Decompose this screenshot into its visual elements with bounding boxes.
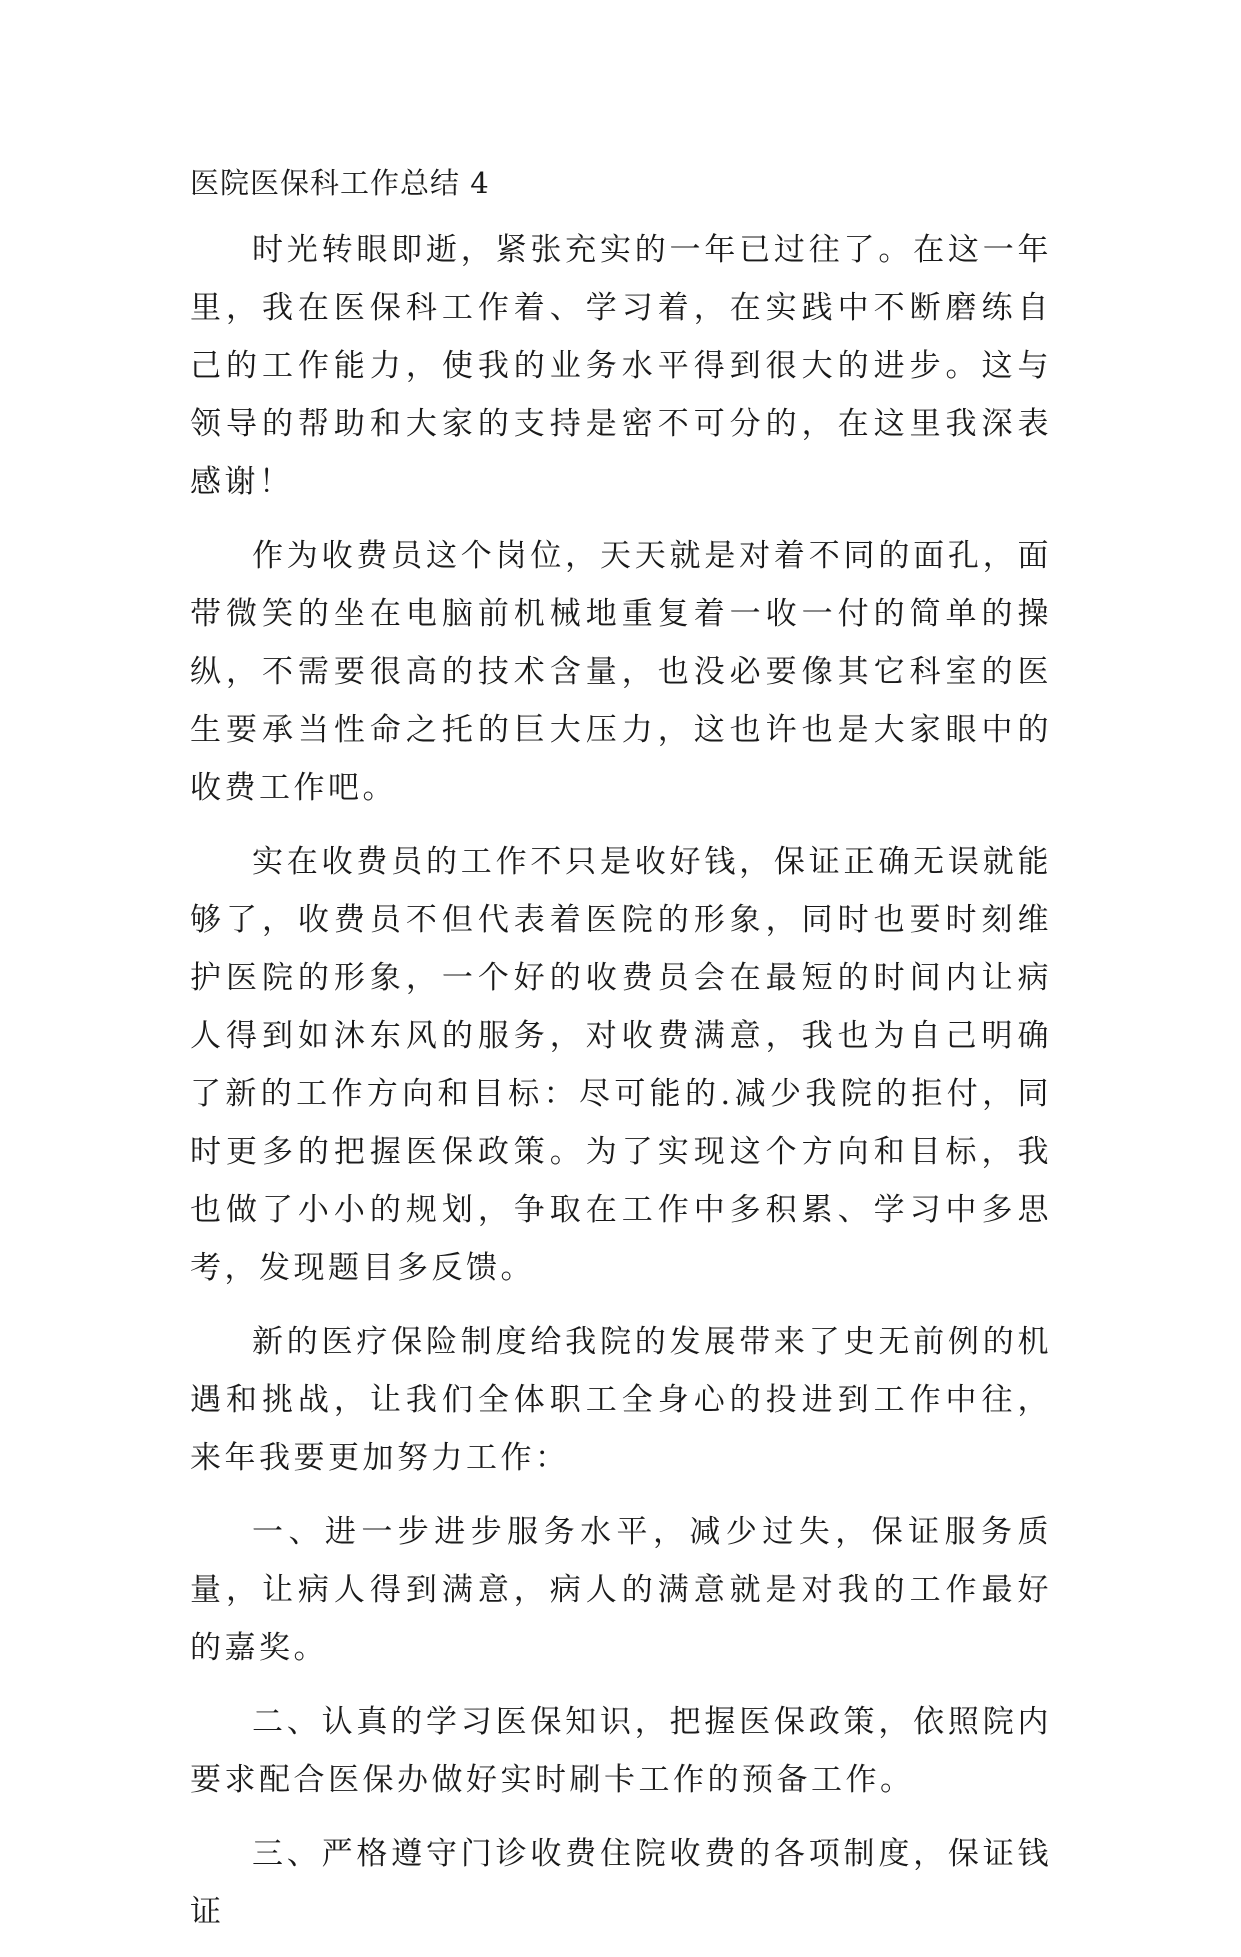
paragraph-new-system: 新的医疗保险制度给我院的发展带来了史无前例的机遇和挑战，让我们全体职工全身心的投进到工作中往，来年我要更加努力工作：	[190, 1324, 1052, 1476]
paragraph-item-2: 二、认真的学习医保知识，把握医保政策，依照院内要求配合医保办做好实时刷卡工作的预备工作。	[190, 1704, 1052, 1798]
paragraph-cashier-goals: 实在收费员的工作不只是收好钱，保证正确无误就能够了，收费员不但代表着医院的形象，同时也要时刻维护医院的形象，一个好的收费员会在最短的时间内让病人得到如沐东风的服务，对收费满意，我也为自己明确了新的工作方向和目标：尽可能的.减少我院的拒付，同时更多的把握医保政策。为了实现这个方向和目标，我也做了小小的规划，争取在工作中多积累、学习中多思考，发现题目多反馈。	[190, 844, 1052, 1286]
document-title: 医院医保科工作总结 4	[190, 166, 490, 200]
paragraph-item-1: 一、进一步进步服务水平，减少过失，保证服务质量，让病人得到满意，病人的满意就是对我的工作最好的嘉奖。	[190, 1514, 1052, 1666]
paragraph-cashier-role: 作为收费员这个岗位，天天就是对着不同的面孔，面带微笑的坐在电脑前机械地重复着一收一付的简单的操纵，不需要很高的技术含量，也没必要像其它科室的医生要承当性命之托的巨大压力，这也许也是大家眼中的收费工作吧。	[190, 538, 1052, 806]
paragraph-item-3: 三、严格遵守门诊收费住院收费的各项制度，保证钱证	[190, 1836, 1052, 1930]
document-body	[190, 221, 1052, 1957]
paragraph-intro: 时光转眼即逝，紧张充实的一年已过往了。在这一年里，我在医保科工作着、学习着，在实践中不断磨练自己的工作能力，使我的业务水平得到很大的进步。这与领导的帮助和大家的支持是密不可分的，在这里我深表感谢！	[190, 232, 1052, 500]
